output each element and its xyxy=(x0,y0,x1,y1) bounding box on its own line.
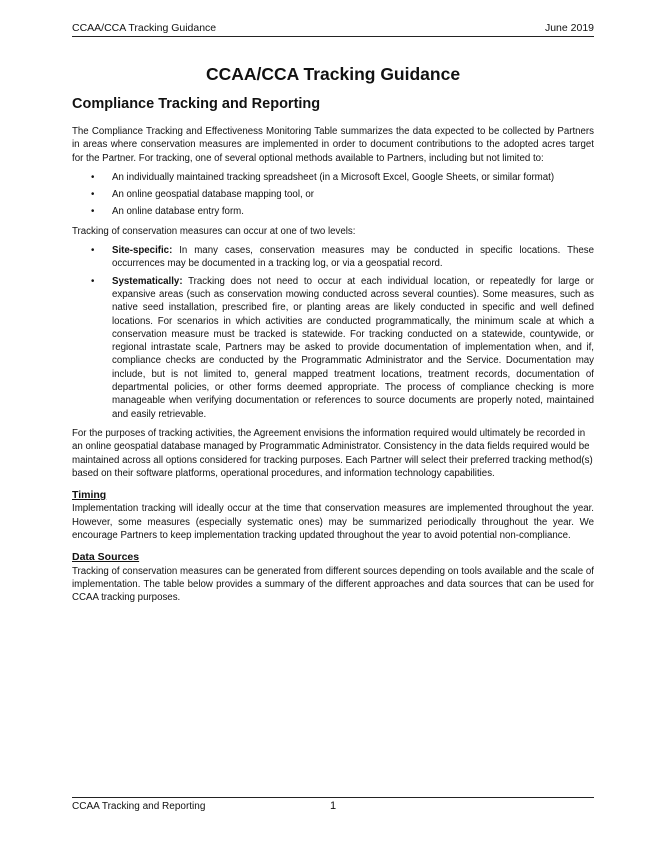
level-lead: Site-specific: xyxy=(112,245,173,257)
method-text: An online geospatial database mapping tool, or xyxy=(112,189,314,201)
level-text: In many cases, conservation measures may be conducted in specific locations. These occurrences may be documented in a tracking log, or via a geospatial record. xyxy=(112,245,594,270)
level-text: Tracking does not need to occur at each individual location, or repeatedly for large or expansive areas (such as conservation mowing conducted across several counties). Some measures, such as native seed installation, prescribed fire, or planting areas are likely conducted in specific and well defined locations. For scenarios in which activities are conducted programmatically, the minimum scale at which a conservation measure must be tracked is statewide. For tracking conducted on a statewide, countywide, or regional intrastate scale, Partners may be asked to provide documentation of implementation when, and if, compliance checks are conducted by the Programmatic Administrator and the Service. Documentation may include, but is not limited to, general mapped treatment locations, treatment records, documentation of departmental policies, or other forms deemed appropriate. The process of compliance checking is more manageable when verifying documentation or references to source documents are properly noted, maintained and easily retrievable. xyxy=(112,275,594,420)
section-heading: Compliance Tracking and Reporting xyxy=(72,96,321,112)
tracking-methods-list xyxy=(72,171,594,219)
list-item xyxy=(72,275,594,421)
timing-paragraph: Implementation tracking will ideally occur at the time that conservation measures are implemented throughout the year. However, some measures (especially systematic ones) may be summarized periodically throughout the year. We encourage Partners to keep implementation tracking updated throughout the year to avoid potential non-compliance. xyxy=(72,503,594,542)
body-text xyxy=(72,125,594,605)
header-doc-title: CCAA/CCA Tracking Guidance xyxy=(72,22,217,34)
list-item xyxy=(72,244,594,271)
page-title: CCAA/CCA Tracking Guidance xyxy=(205,64,461,84)
list-item xyxy=(72,188,594,201)
list-item xyxy=(72,171,594,184)
tracking-levels-list xyxy=(72,244,594,421)
levels-intro: Tracking of conservation measures can occur at one of two levels: xyxy=(72,225,356,237)
bullet-icon: • xyxy=(91,171,95,183)
bullet-icon: • xyxy=(91,275,95,287)
page-number: 1 xyxy=(330,800,337,812)
level-lead: Systematically: xyxy=(112,275,183,287)
method-text: An online database entry form. xyxy=(112,206,244,218)
timing-heading: Timing xyxy=(72,489,107,502)
running-footer xyxy=(72,797,594,812)
data-sources-paragraph: Tracking of conservation measures can be generated from different sources depending on tools available and the scale of implementation. The table below provides a summary of the different approaches and data sources that can be used for CCAA tracking purposes. xyxy=(72,565,594,604)
header-date: June 2019 xyxy=(544,22,594,34)
purposes-paragraph: For the purposes of tracking activities, the Agreement envisions the information required would ultimately be recorded in an online geospatial database managed by Programmatic Administrator. Consistency in the data fields required would be maintained across all options considered for tracking purposes. Each Partner will select their preferred tracking method(s) based on their software platforms, operational procedures, and information technology capabilities. xyxy=(72,427,593,479)
method-text: An individually maintained tracking spreadsheet (in a Microsoft Excel, Google Sheets, or similar format) xyxy=(112,171,555,183)
bullet-icon: • xyxy=(91,206,95,218)
bullet-icon: • xyxy=(91,245,95,257)
list-item xyxy=(72,205,594,218)
bullet-icon: • xyxy=(91,189,95,201)
running-header xyxy=(72,22,594,37)
intro-paragraph: The Compliance Tracking and Effectiveness Monitoring Table summarizes the data expected to be collected by Partners in areas where conservation measures are implemented in order to document contributions to the adopted acres target for the Partner. For tracking, one of several optional methods available to Partners, including but not limited to: xyxy=(72,126,594,164)
data-sources-heading: Data Sources xyxy=(72,551,140,564)
footer-section-title: CCAA Tracking and Reporting xyxy=(72,801,206,812)
